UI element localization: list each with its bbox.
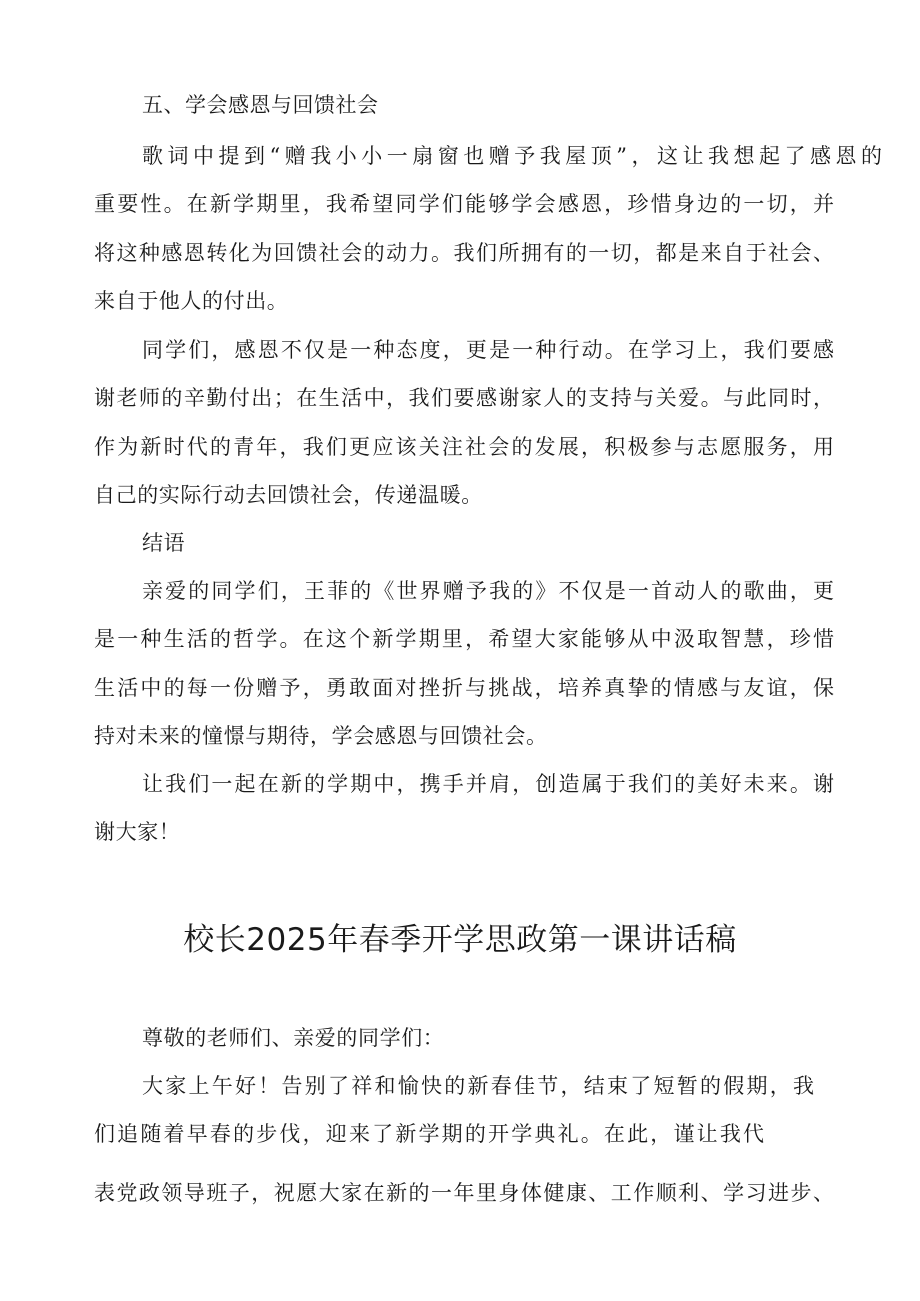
paragraph-line: 们追随着早春的步伐，迎来了新学期的开学典礼。在此，谨让我代 bbox=[94, 1122, 764, 1146]
section-heading: 五、学会感恩与回馈社会 bbox=[142, 93, 379, 117]
paragraph-line: 是一种生活的哲学。在这个新学期里，希望大家能够从中汲取智慧，珍惜 bbox=[94, 627, 834, 651]
paragraph-line: 表党政领导班子，祝愿大家在新的一年里身体健康、工作顺利、学习进步、 bbox=[94, 1181, 834, 1205]
paragraph-line: 重要性。在新学期里，我希望同学们能够学会感恩，珍惜身边的一切，并 bbox=[94, 192, 834, 216]
paragraph-line: 自己的实际行动去回馈社会，传递温暖。 bbox=[94, 483, 483, 507]
paragraph-line: 作为新时代的青年，我们更应该关注社会的发展，积极参与志愿服务，用 bbox=[94, 435, 834, 459]
paragraph-line: 歌词中提到“赠我小小一扇窗也赠予我屋顶”，这让我想起了感恩的 bbox=[142, 144, 882, 168]
paragraph-line: 大家上午好！告别了祥和愉快的新春佳节，结束了短暂的假期，我 bbox=[142, 1074, 814, 1098]
paragraph-line: 将这种感恩转化为回馈社会的动力。我们所拥有的一切，都是来自于社会、 bbox=[94, 241, 834, 265]
page-title: 校长2025年春季开学思政第一课讲话稿 bbox=[183, 922, 737, 958]
conclusion-heading: 结语 bbox=[142, 531, 186, 555]
paragraph-line: 生活中的每一份赠予，勇敢面对挫折与挑战，培养真挚的情感与友谊，保 bbox=[94, 676, 834, 700]
paragraph-line: 持对未来的憧憬与期待，学会感恩与回馈社会。 bbox=[94, 724, 548, 748]
salutation: 尊敬的老师们、亲爱的同学们： bbox=[142, 1026, 445, 1050]
paragraph-line: 亲爱的同学们，王菲的《世界赠予我的》不仅是一首动人的歌曲，更 bbox=[142, 579, 834, 603]
paragraph-line: 让我们一起在新的学期中，携手并肩，创造属于我们的美好未来。谢 bbox=[142, 772, 834, 796]
paragraph-line: 同学们，感恩不仅是一种态度，更是一种行动。在学习上，我们要感 bbox=[142, 338, 834, 362]
paragraph-line: 谢大家！ bbox=[94, 820, 181, 844]
paragraph-line: 谢老师的辛勤付出；在生活中，我们要感谢家人的支持与关爱。与此同时， bbox=[94, 386, 834, 410]
paragraph-line: 来自于他人的付出。 bbox=[94, 289, 289, 313]
